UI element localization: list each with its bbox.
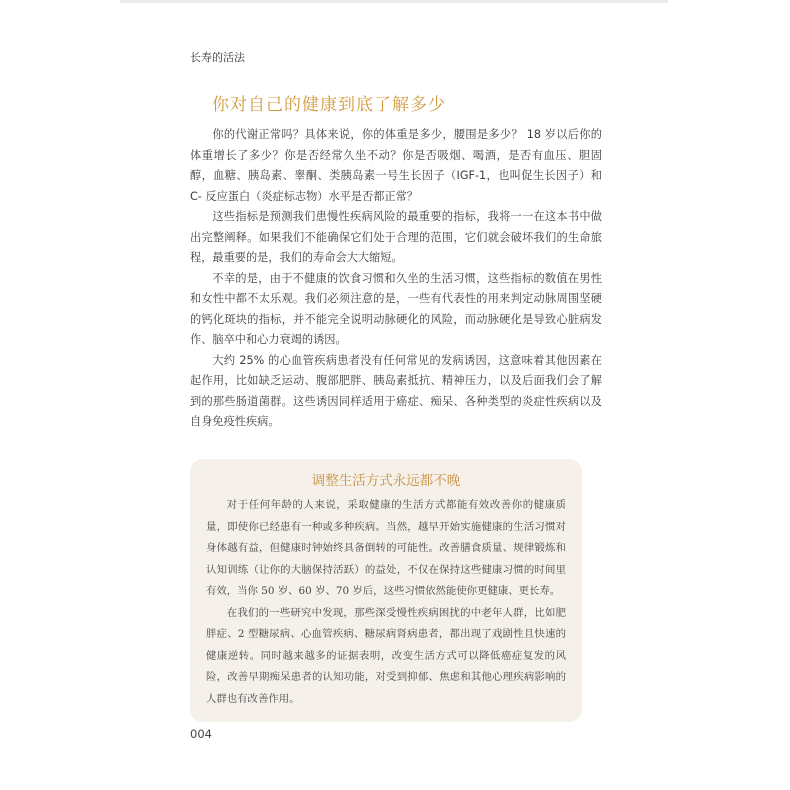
section-title: 你对自己的健康到底了解多少: [212, 95, 446, 115]
callout-box: [190, 459, 582, 722]
running-head: 长寿的活法: [190, 51, 245, 64]
callout-paragraph: 对于任何年龄的人来说，采取健康的生活方式都能有效改善你的健康质量，即使你已经患有一种或多种疾病。当然，越早开始实施健康的生活习惯对身体越有益，但健康时钟始终具备倒转的可能性。改善膳食质量、规律锻炼和认知训练（让你的大脑保持活跃）的益处，不仅在保持这些健康习惯的时间里有效，当你 50 岁、60 岁、70 岁后，这些习惯依然能使你更健康、更长寿。: [206, 499, 566, 597]
page-number: 004: [190, 727, 212, 741]
callout-body: [206, 495, 566, 710]
top-rule: [120, 0, 668, 3]
body-paragraph: 不幸的是，由于不健康的饮食习惯和久坐的生活习惯，这些指标的数值在男性和女性中都不太乐观。我们必须注意的是，一些有代表性的用来判定动脉周围坚硬的钙化斑块的指标，并不能完全说明动脉硬化的风险，而动脉硬化是导致心脏病发作、脑卒中和心力衰竭的诱因。: [190, 271, 602, 346]
body-paragraph: 你的代谢正常吗？具体来说，你的体重是多少，腰围是多少？ 18 岁以后你的体重增长了多少？你是否经常久坐不动？你是否吸烟、喝酒，是否有血压、胆固醇，血糖、胰岛素、睾酮、类胰岛素一号生长因子（IGF-1，也叫促生长因子）和 C- 反应蛋白（炎症标志物）水平是否都正常？: [190, 128, 602, 203]
body-paragraph: 这些指标是预测我们患慢性疾病风险的最重要的指标，我将一一在这本书中做出完整阐释。如果我们不能确保它们处于合理的范围，它们就会破坏我们的生命旅程，最重要的是，我们的寿命会大大缩短。: [190, 210, 602, 264]
body-paragraph: 大约 25% 的心血管疾病患者没有任何常见的发病诱因，这意味着其他因素在起作用，比如缺乏运动、腹部肥胖、胰岛素抵抗、精神压力，以及后面我们会了解到的那些肠道菌群。这些诱因同样适用于癌症、痴呆、各种类型的炎症性疾病以及自身免疫性疾病。: [190, 353, 602, 428]
body-text: [190, 125, 602, 433]
callout-paragraph: 在我们的一些研究中发现，那些深受慢性疾病困扰的中老年人群，比如肥胖症、2 型糖尿病、心血管疾病、糖尿病肾病患者，都出现了戏剧性且快速的健康逆转。同时越来越多的证据表明，改变生活方式可以降低癌症复发的风险，改善早期痴呆患者的认知功能，对受到抑郁、焦虑和其他心理疾病影响的人群也有改善作用。: [206, 606, 566, 705]
callout-title: 调整生活方式永远都不晚: [311, 473, 461, 489]
